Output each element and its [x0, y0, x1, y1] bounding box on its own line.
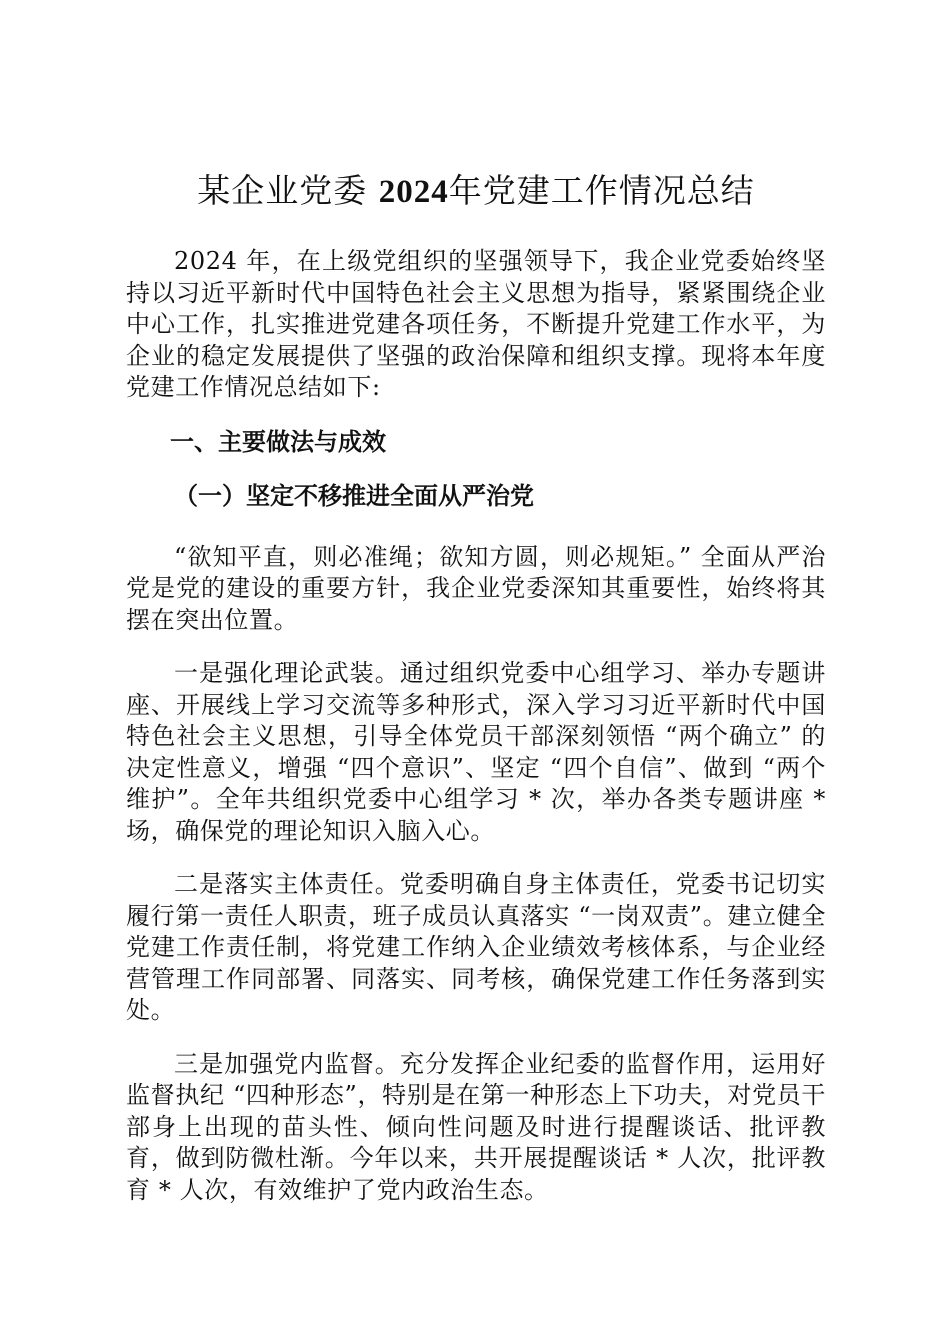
title-suffix: 年党建工作情况总结 [448, 171, 755, 210]
document-page [126, 165, 826, 1228]
subsection-heading: （一）坚定不移推进全面从严治党 [174, 481, 534, 510]
title-year: 2024 [378, 174, 449, 210]
intro-paragraph: 2024 年，在上级党组织的坚强领导下，我企业党委始终坚持以习近平新时代中国特色社会主义思想为指导，紧紧围绕企业中心工作，扎实推进党建各项任务，不断提升党建工作水平，为企业的稳定发展提供了坚强的政治保障和组织支撑。现将本年度党建工作情况总结如下: [126, 247, 826, 401]
body-paragraph-quote: “欲知平直，则必准绳；欲知方圆，则必规矩。” 全面从严治党是党的建设的重要方针，我企业党委深知其重要性，始终将其摆在突出位置。 [126, 542, 826, 634]
section-heading: 一、主要做法与成效 [170, 427, 386, 456]
body-paragraph-responsibility: 二是落实主体责任。党委明确自身主体责任，党委书记切实履行第一责任人职责，班子成员认真落实 “一岗双责”。建立健全党建工作责任制，将党建工作纳入企业绩效考核体系，与企业经营管理工作同部署、同落实、同考核，确保党建工作任务落到实处。 [126, 870, 826, 1024]
document-title [126, 165, 826, 218]
body-paragraph-theory: 一是强化理论武装。通过组织党委中心组学习、举办专题讲座、开展线上学习交流等多种形式，深入学习习近平新时代中国特色社会主义思想，引导全体党员干部深刻领悟 “两个确立” 的决定性意义，增强 “四个意识”、坚定 “四个自信”、做到 “两个维护”。全年共组织党委中心组学习 * 次，举办各类专题讲座 * 场，确保党的理论知识入脑入心。 [126, 659, 826, 845]
title-prefix: 某企业党委 [197, 171, 368, 210]
body-paragraph-supervision: 三是加强党内监督。充分发挥企业纪委的监督作用，运用好监督执纪 “四种形态”，特别是在第一种形态上下功夫，对党员干部身上出现的苗头性、倾向性问题及时进行提醒谈话、批评教育，做到防微杜渐。今年以来，共开展提醒谈话 * 人次，批评教育 * 人次，有效维护了党内政治生态。 [126, 1049, 826, 1204]
